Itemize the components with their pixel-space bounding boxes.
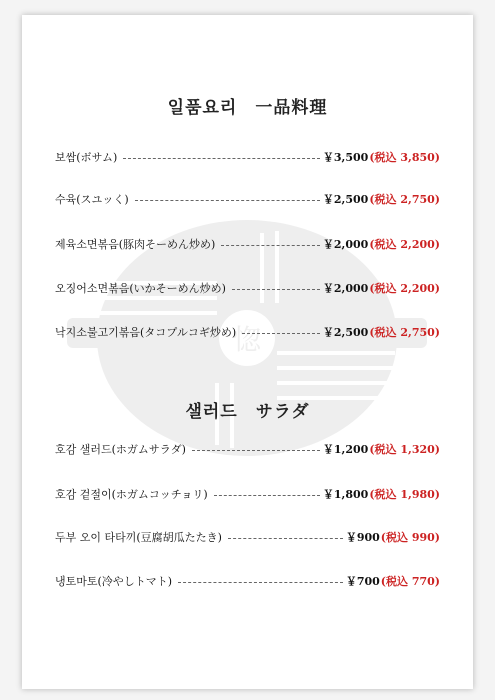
item-name: 호감 샐러드(ホガムサラダ) — [55, 443, 186, 456]
dot-leader — [232, 289, 320, 290]
item-price: ￥700 — [345, 575, 380, 588]
item-name: 호감 겉절이(ホガムコッチョリ) — [55, 488, 208, 501]
item-name: 오징어소면볶음(いかそーめん炒め) — [55, 282, 226, 295]
item-price: ￥900 — [345, 531, 380, 544]
dot-leader — [214, 495, 320, 496]
dot-leader — [228, 538, 343, 539]
watermark-char: 惚 — [232, 323, 262, 356]
item-tax-price: (税込 1,980) — [369, 488, 440, 501]
dot-leader — [135, 200, 320, 201]
item-name: 냉토마토(冷やしトマト) — [55, 575, 173, 588]
dot-leader — [242, 333, 320, 334]
item-name: 수육(スユッく) — [55, 193, 129, 206]
dot-leader — [123, 158, 320, 159]
item-tax-price: (税込 2,750) — [369, 326, 440, 339]
item-name: 낙지소불고기볶음(タコプルコギ炒め) — [55, 326, 237, 339]
item-tax-price: (税込 1,320) — [369, 443, 440, 456]
item-price: ￥2,500 — [322, 193, 369, 206]
item-tax-price: (税込 2,200) — [369, 238, 440, 251]
menu-item — [55, 573, 440, 589]
item-name: 두부 오이 타타끼(豆腐胡瓜たたき) — [55, 531, 222, 544]
menu-item — [55, 280, 440, 296]
dot-leader — [178, 582, 343, 583]
item-tax-price: (税込 3,850) — [369, 151, 440, 164]
item-tax-price: (税込 2,200) — [369, 282, 440, 295]
item-price: ￥1,800 — [322, 488, 369, 501]
item-tax-price: (税込 990) — [380, 531, 440, 544]
item-price: ￥1,200 — [322, 443, 369, 456]
menu-item — [55, 236, 440, 252]
menu-item — [55, 149, 440, 165]
menu-page — [22, 15, 473, 689]
menu-item — [55, 486, 440, 502]
section-title-salad: 샐러드 サラダ — [185, 402, 310, 422]
item-tax-price: (税込 770) — [380, 575, 440, 588]
menu-item — [55, 191, 440, 207]
item-tax-price: (税込 2,750) — [369, 193, 440, 206]
item-price: ￥2,500 — [322, 326, 369, 339]
dot-leader — [192, 450, 320, 451]
menu-item — [55, 324, 440, 340]
item-price: ￥3,500 — [322, 151, 369, 164]
item-price: ￥2,000 — [322, 238, 369, 251]
item-price: ￥2,000 — [322, 282, 369, 295]
menu-item — [55, 441, 440, 457]
dot-leader — [221, 245, 320, 246]
menu-item — [55, 529, 440, 545]
section-title-ippin: 일품요리 一品料理 — [167, 98, 328, 118]
item-name: 제육소면볶음(豚肉そーめん炒め) — [55, 238, 216, 251]
item-name: 보쌈(ボサム) — [55, 151, 118, 164]
